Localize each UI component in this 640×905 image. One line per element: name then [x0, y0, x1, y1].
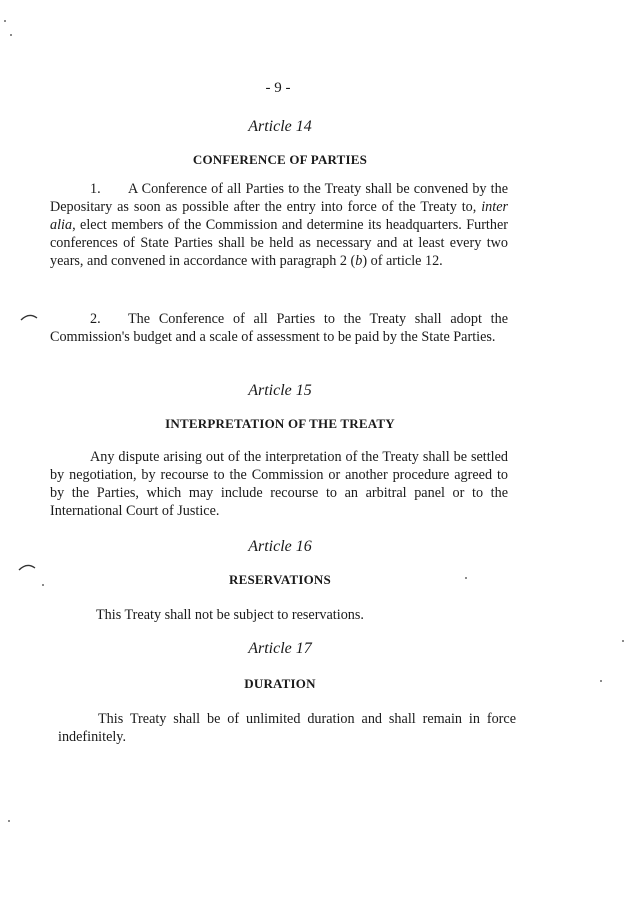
paragraph-italic-text: inter alia: [50, 199, 509, 233]
scan-speck: [465, 577, 467, 579]
page-number: - 9 -: [265, 80, 291, 96]
paragraph-number: 2.: [90, 311, 101, 327]
article-16-title: RESERVATIONS: [229, 572, 331, 587]
article-14-title: CONFERENCE OF PARTIES: [192, 152, 368, 167]
paragraph-text: Any dispute arising out of the interpretation of the Treaty shall be settled by negotiation, by recourse to the Commission or another procedure agreed to by the Parties, which may include recourse to an arbitral panel or to the International Court of Justice.: [50, 449, 508, 519]
article-14-paragraph-1: [50, 180, 508, 270]
paragraph-italic-letter: b: [355, 253, 363, 269]
article-17-title: DURATION: [244, 676, 316, 691]
scan-speck: [8, 820, 10, 822]
scan-speck: [42, 584, 44, 586]
paragraph-text-end: ) of article 12.: [362, 253, 443, 269]
scan-mark-icon: [20, 312, 38, 322]
article-15-paragraph: [50, 448, 508, 520]
paragraph-text: This Treaty shall be of unlimited duration and shall remain in force indefinitely.: [58, 711, 516, 745]
article-17-heading: Article 17: [248, 640, 312, 657]
scan-speck: [10, 34, 12, 36]
scan-speck: [622, 640, 624, 642]
article-17-paragraph: [58, 710, 516, 746]
article-15-heading: Article 15: [248, 382, 312, 399]
paragraph-text: A Conference of all Parties to the Treaty shall be convened by the Depositary as soon as possible after the entry into force of the Treaty to,: [50, 181, 508, 215]
paragraph-text-continued: , elect members of the Commission and determine its headquarters. Further conferences of State Parties shall be held as necessary and at least every two years, and convened in accordance with paragraph 2 (: [50, 217, 508, 269]
article-14-heading: Article 14: [248, 118, 312, 135]
paragraph-number: 1.: [90, 181, 101, 197]
scan-speck: [4, 20, 6, 22]
scan-mark-icon: [18, 562, 36, 572]
article-15-title: INTERPRETATION OF THE TREATY: [165, 416, 395, 431]
paragraph-text: The Conference of all Parties to the Treaty shall adopt the Commission's budget and a scale of assessment to be paid by the State Parties.: [50, 311, 508, 345]
paragraph-text: This Treaty shall not be subject to reservations.: [96, 607, 364, 623]
article-14-paragraph-2: [50, 310, 508, 346]
article-16-paragraph: [50, 606, 508, 624]
scan-speck: [600, 680, 602, 682]
article-16-heading: Article 16: [248, 538, 312, 555]
